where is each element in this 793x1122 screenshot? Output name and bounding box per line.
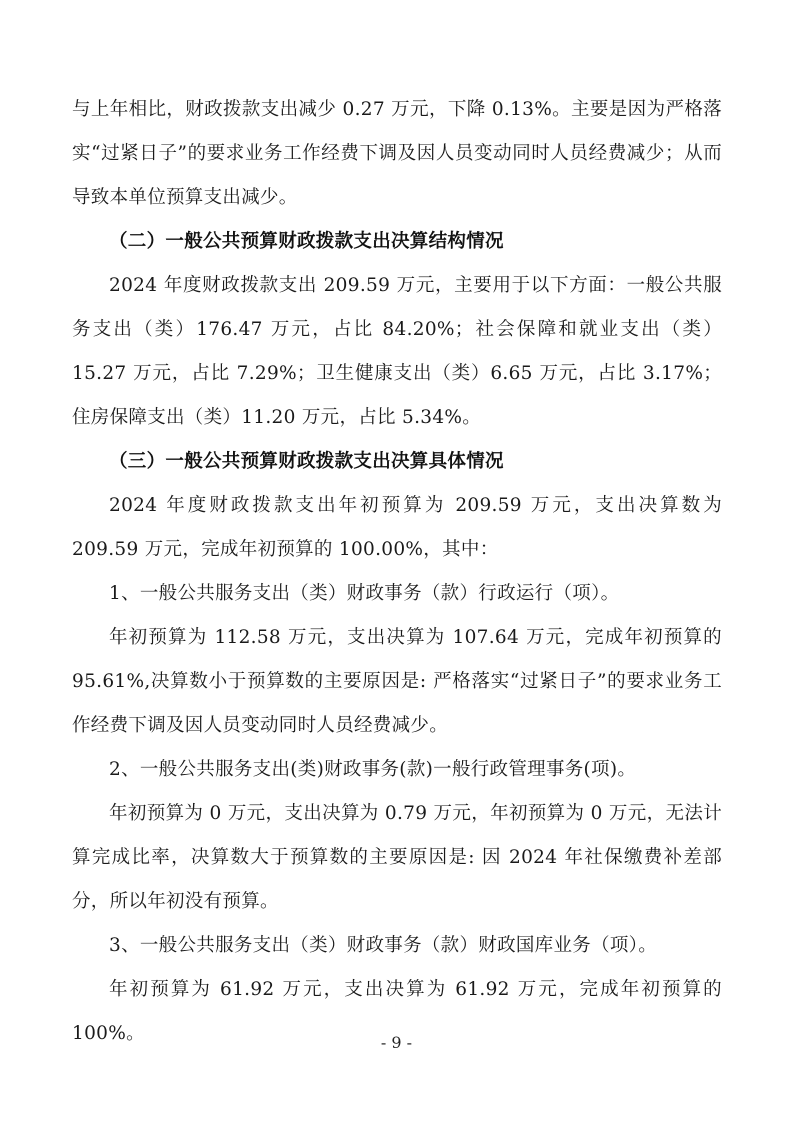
section-heading: （二）一般公共预算财政拨款支出决算结构情况 (109, 231, 504, 252)
paragraph: 2024 年度财政拨款支出 209.59 万元，主要用于以下方面：一般公共服务支出（类）176.47 万元，占比 84.20%；社会保障和就业支出（类）15.27 万元，占比 7.29%；卫生健康支出（类）6.65 万元，占比 3.17%；住房保障支出（类）11.20 万元，占比 5.34%。 (72, 275, 722, 428)
paragraph: 2024 年度财政拨款支出年初预算为 209.59 万元，支出决算数为 209.59 万元，完成年初预算的 100.00%，其中： (72, 495, 722, 560)
list-item: 1、一般公共服务支出（类）财政事务（款）行政运行（项）。 (109, 583, 620, 604)
section-heading: （三）一般公共预算财政拨款支出决算具体情况 (109, 451, 504, 472)
paragraph: 年初预算为 0 万元，支出决算为 0.79 万元，年初预算为 0 万元，无法计算完成比率，决算数大于预算数的主要原因是: 因 2024 年社保缴费补差部分，所以年初没有预算。 (72, 803, 722, 912)
paragraph: 年初预算为 112.58 万元，支出决算为 107.64 万元，完成年初预算的 95.61%,决算数小于预算数的主要原因是: 严格落实“过紧日子”的要求业务工作经费下调及因人员变动同时人员经费减少。 (72, 627, 722, 736)
paragraph: 年初预算为 61.92 万元，支出决算为 61.92 万元，完成年初预算的 100%。 (72, 979, 722, 1044)
paragraph: 与上年相比，财政拨款支出减少 0.27 万元，下降 0.13%。主要是因为严格落实“过紧日子”的要求业务工作经费下调及因人员变动同时人员经费减少；从而导致本单位预算支出减少。 (72, 99, 722, 208)
document-body (72, 88, 722, 1056)
page-number: - 9 - (380, 1033, 413, 1052)
list-item: 3、一般公共服务支出（类）财政事务（款）财政国库业务（项）。 (109, 935, 658, 956)
list-item: 2、一般公共服务支出(类)财政事务(款)一般行政管理事务(项)。 (109, 759, 637, 780)
